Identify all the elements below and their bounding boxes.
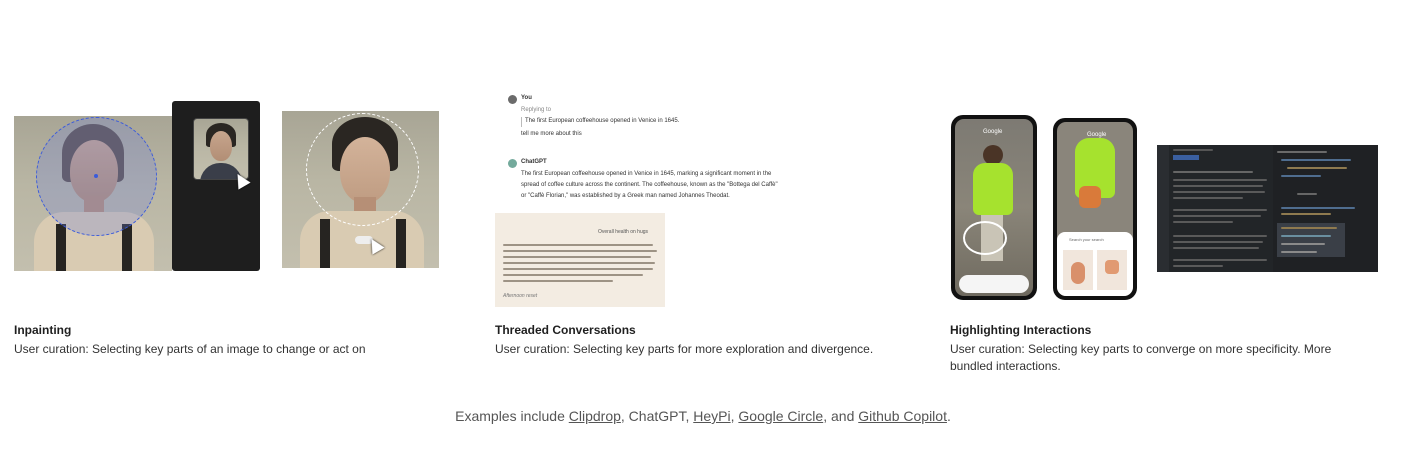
note-footer: Afternoon reset [503,293,538,299]
result-selection-circle [306,113,419,226]
phone-search-results [1053,118,1137,300]
note-card [495,213,665,307]
clipdrop-link[interactable]: Clipdrop [568,408,621,424]
selection-handle[interactable] [94,174,98,178]
section-description: User curation: Selecting key parts to converge on more specificity. More bundled interactions. [950,342,1332,373]
chatgpt-avatar [508,159,517,168]
assistant-name: ChatGPT [521,159,547,165]
code-editor [1157,145,1378,272]
assistant-line: spread of coffee culture across the continent. The coffeehouse, known as the "Bottega del Caffè" [521,182,778,188]
search-label: Google [983,129,1003,135]
quote-bar [521,117,522,127]
results-sheet [1057,232,1133,296]
assistant-line: or "Caffè Florian," was established by a Greek man named Johannes Theodat. [521,193,730,199]
footer-text: , ChatGPT, [620,408,694,424]
highlight-scribble[interactable] [963,221,1007,255]
search-label: Google [1087,132,1107,138]
section-title: Threaded Conversations [495,323,636,337]
quoted-text[interactable]: The first European coffeehouse opened in Venice in 1645. [525,118,680,124]
replying-to-label: Replying to [521,107,552,113]
section-title: Highlighting Interactions [950,323,1092,337]
user-message: tell me more about this [521,131,582,137]
examples-footer [0,408,1406,424]
footer-text: , and [823,408,859,424]
github-copilot-link[interactable]: Github Copilot [858,408,947,424]
search-bar[interactable]: Search your search [1069,237,1104,242]
footer-prefix: Examples include [455,408,569,424]
user-avatar [508,95,517,104]
section-title: Inpainting [14,323,72,337]
chat-tab[interactable] [1173,155,1199,160]
hoodie [973,163,1013,215]
note-action-button[interactable]: Overall health on hugs [597,229,649,235]
heypi-link[interactable]: HeyPi [693,408,731,424]
google-circle-link[interactable]: Google Circle [738,408,824,424]
assistant-line: The first European coffeehouse opened in Venice in 1645, marking a significant moment in the [521,171,772,177]
replacement-panel [172,101,260,271]
footer-text: , [730,408,739,424]
section-description: User curation: Selecting key parts for more exploration and divergence. [495,342,874,356]
section-description: User curation: Selecting key parts of an image to change or act on [14,342,366,356]
editor-sidebar [1157,145,1169,272]
phone-circle-to-search [951,115,1037,300]
footer-text: . [946,408,951,424]
user-name: You [521,95,532,101]
